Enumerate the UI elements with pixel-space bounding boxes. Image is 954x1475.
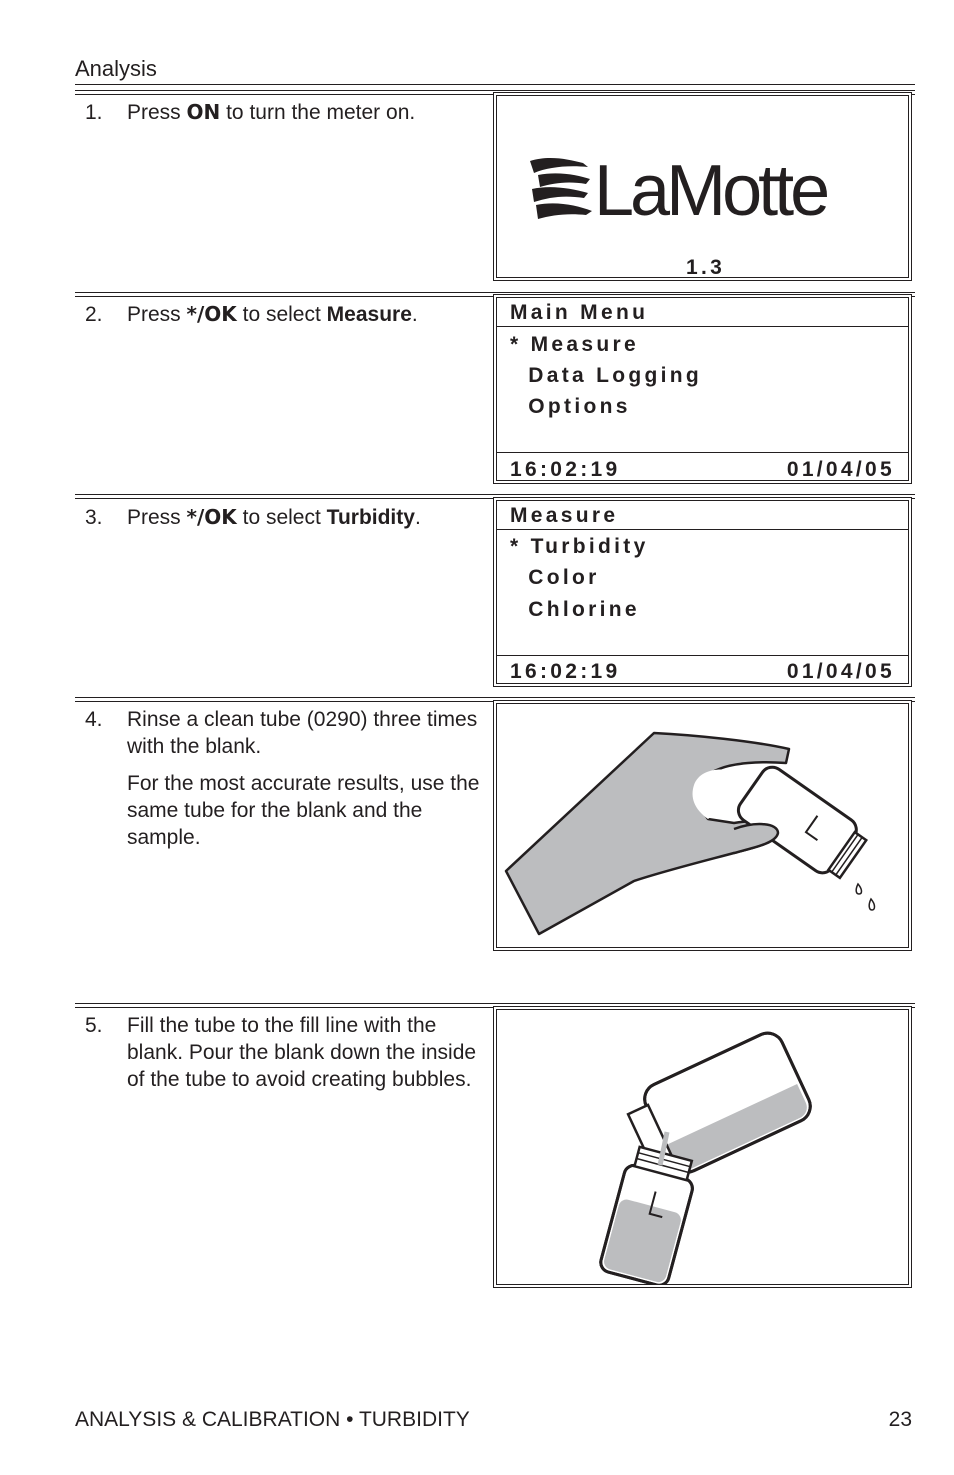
menu-item-chlorine[interactable]: Chlorine	[510, 598, 640, 621]
logo-wordmark: LaMotte	[594, 153, 827, 223]
clock-time: 16:02:19	[510, 660, 621, 683]
step-text: Fill the tube to the fill line with the blank. Pour the blank down the inside of the tube to avoid creating bubbles.	[127, 1014, 477, 1091]
step-note: For the most accurate results, use the same tube for the blank and the sample.	[127, 772, 480, 849]
menu-item-color[interactable]: Color	[510, 566, 600, 589]
footer-title: ANALYSIS & CALIBRATION • TURBIDITY	[75, 1408, 470, 1431]
pour-tube-illustration	[494, 1007, 909, 1285]
menu-item-data-logging[interactable]: Data Logging	[510, 364, 703, 387]
lamotte-logo	[528, 153, 874, 223]
hand-tube-illustration	[494, 701, 909, 948]
step-text: Rinse a clean tube (0290) three times with the blank.	[127, 708, 478, 758]
fill-illustration	[493, 1006, 912, 1288]
version-text: 1.3	[686, 256, 726, 279]
clock-date: 01/04/05	[786, 458, 895, 481]
menu-item-measure[interactable]: * Measure	[510, 333, 639, 356]
menu-title: Measure	[510, 504, 619, 527]
main-menu-screen	[493, 294, 912, 484]
rinse-illustration	[493, 700, 912, 951]
clock-date: 01/04/05	[786, 660, 895, 683]
ok-key: */OK	[186, 302, 237, 326]
measure-menu-screen	[493, 497, 912, 687]
splash-screen	[493, 92, 912, 281]
section-title: Analysis	[75, 56, 157, 81]
ok-key: */OK	[186, 505, 237, 529]
page-number: 23	[888, 1408, 912, 1431]
section-rule	[75, 84, 915, 85]
menu-item-options[interactable]: Options	[510, 395, 631, 418]
on-key: ON	[186, 100, 221, 124]
menu-item-turbidity[interactable]: * Turbidity	[510, 535, 649, 558]
step-number: 1.	[85, 101, 103, 124]
menu-title: Main Menu	[510, 301, 649, 324]
clock-time: 16:02:19	[510, 458, 621, 481]
